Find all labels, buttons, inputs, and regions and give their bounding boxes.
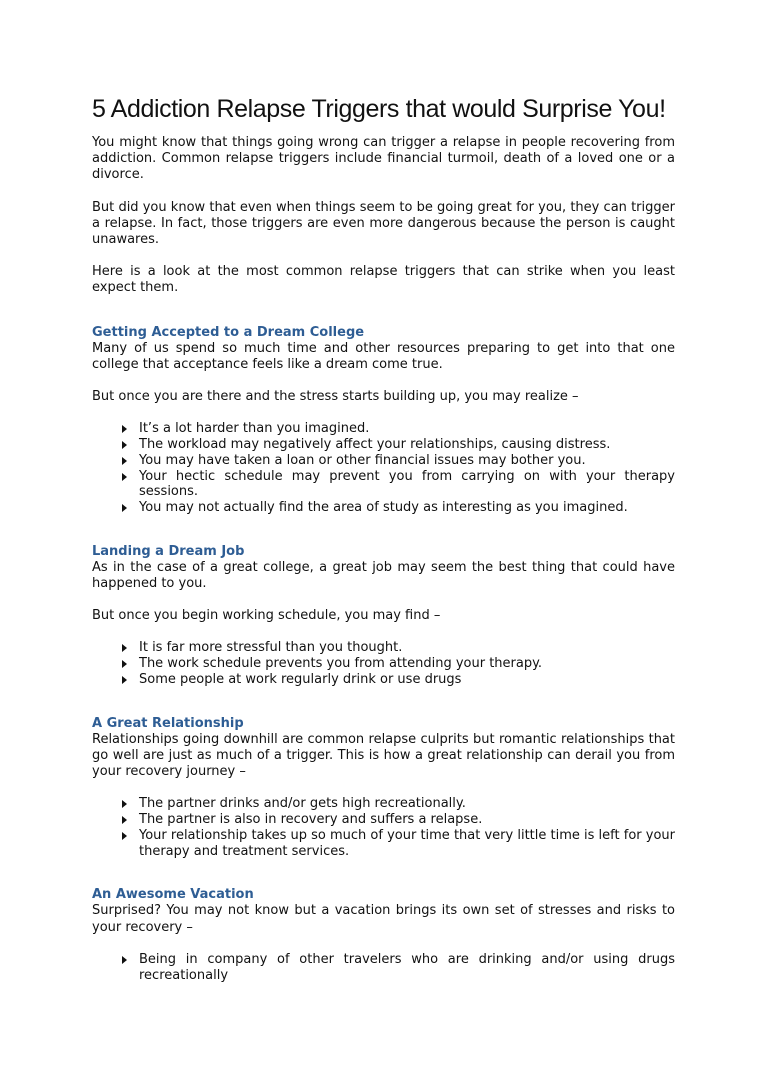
bullet-list — [92, 796, 675, 859]
section-lead: But once you begin working schedule, you may find – — [92, 608, 441, 624]
list-item: Some people at work regularly drink or use drugs — [119, 672, 675, 688]
list-item: The partner drinks and/or gets high recreationally. — [119, 796, 675, 812]
list-item: Your hectic schedule may prevent you from carrying on with your therapy sessions. — [119, 469, 675, 500]
bullet-list — [92, 421, 675, 515]
list-item: The work schedule prevents you from attending your therapy. — [119, 656, 675, 672]
list-item: It’s a lot harder than you imagined. — [119, 421, 675, 437]
bullet-list — [92, 952, 675, 983]
page-title: 5 Addiction Relapse Triggers that would Surprise You! — [92, 95, 666, 123]
section-heading: Getting Accepted to a Dream College — [92, 324, 365, 340]
list-item: The workload may negatively affect your relationships, causing distress. — [119, 437, 675, 453]
section-heading: A Great Relationship — [92, 715, 244, 731]
intro-paragraph-2: But did you know that even when things seem to be going great for you, they can trigger a relapse. In fact, those triggers are even more dangerous because the person is caught unawares. — [92, 199, 675, 248]
list-item: Being in company of other travelers who are drinking and/or using drugs recreationally — [119, 952, 675, 983]
section-dream-college — [92, 325, 675, 516]
section-lead: But once you are there and the stress starts building up, you may realize – — [92, 389, 579, 405]
section-awesome-vacation — [92, 887, 675, 983]
list-item: You may not actually find the area of study as interesting as you imagined. — [119, 500, 675, 516]
intro-paragraph-3: Here is a look at the most common relapse triggers that can strike when you least expect them. — [92, 264, 675, 296]
section-body: Many of us spend so much time and other resources preparing to get into that one college that acceptance feels like a dream come true. — [92, 340, 675, 373]
list-item: Your relationship takes up so much of your time that very little time is left for your therapy and treatment services. — [119, 828, 675, 859]
section-body: Surprised? You may not know but a vacation brings its own set of stresses and risks to your recovery – — [92, 903, 675, 935]
intro-paragraph-1: You might know that things going wrong can trigger a relapse in people recovering from addiction. Common relapse triggers include financial turmoil, death of a loved one or a divorce. — [92, 135, 675, 183]
document-body — [92, 94, 675, 983]
section-heading: An Awesome Vacation — [92, 887, 254, 903]
section-heading: Landing a Dream Job — [92, 543, 245, 559]
section-body: Relationships going downhill are common relapse culprits but romantic relationships that go well are just as much of a trigger. This is how a great relationship can derail you from your recovery journey – — [92, 731, 675, 780]
list-item: The partner is also in recovery and suffers a relapse. — [119, 812, 675, 828]
list-item: You may have taken a loan or other financial issues may bother you. — [119, 453, 675, 469]
section-great-relationship — [92, 716, 675, 860]
list-item: It is far more stressful than you thought. — [119, 640, 675, 656]
bullet-list — [92, 640, 675, 687]
section-body: As in the case of a great college, a great job may seem the best thing that could have happened to you. — [92, 559, 675, 592]
section-dream-job — [92, 544, 675, 688]
